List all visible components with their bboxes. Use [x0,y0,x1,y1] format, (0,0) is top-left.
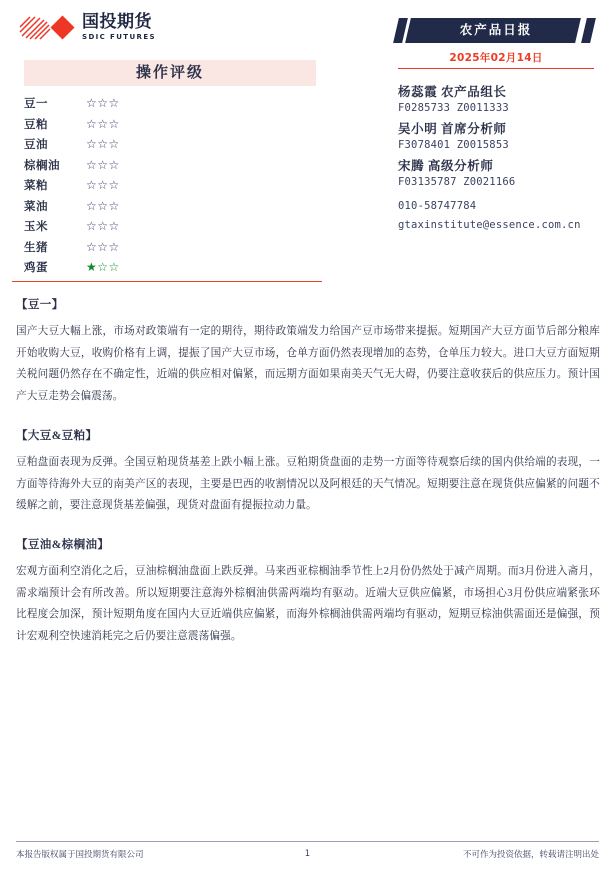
rating-stars: ☆☆☆ [86,116,120,131]
analyst-name: 杨蕊霞 农产品组长 [398,85,507,99]
section-title: 【豆一】 [16,299,64,311]
section-text: 国产大豆大幅上涨，市场对政策端有一定的期待，期待政策端发力给国产豆市场带来提振。短期国产大豆方面节后部分粮库开始收购大豆，收购价格有上调，提振了国产大豆市场，仓单方面仍然表现增加的态势，仓单压力较大。进口大豆方面短期关税问题仍然存在不确定性，近端的供应相对偏紧，而远期方面如果南美天气无大碍，仍要注意收获后的供应压力。预计国产大豆走势会偏震荡。 [16,326,600,403]
rating-commodity-name: 豆油 [24,139,48,152]
analyst-entry [398,156,594,188]
report-title-banner [398,18,594,43]
rating-stars: ☆☆☆ [86,137,120,152]
report-date-divider [398,68,594,69]
analyst-entry [398,119,594,151]
footer-page-number: 1 [304,849,311,859]
section-text: 豆粕盘面表现为反弹。全国豆粕现货基差上跌小幅上涨。豆粕期货盘面的走势一方面等待观察后续的国内供给端的表现，一方面等待海外大豆的南美产区的表现，主要是巴西的收割情况以及阿根廷的天气情况。短期要注意在现货供应偏紧的问题不缓解之前，要注意现货基差偏强，现货对盘面有提振拉动力量。 [16,456,600,512]
rating-row [24,175,316,196]
report-section [16,296,600,408]
report-header-block [398,18,594,238]
report-top-area [0,0,615,283]
analyst-list [398,82,594,188]
report-date: 2025年02月14日 [449,52,543,64]
rating-commodity-name: 豆一 [24,98,48,111]
rating-commodity-name: 菜油 [24,200,48,213]
rating-stars: ☆☆☆ [86,157,120,172]
brand-name-en: SDIC FUTURES [82,33,156,41]
analyst-certificate-code: F3078401 Z0015853 [398,139,509,151]
rating-stars: ☆☆☆ [86,219,120,234]
contact-phone: 010-58747784 [398,200,477,212]
rating-list [24,93,316,278]
rating-commodity-name: 鸡蛋 [24,262,48,275]
footer-disclaimer: 不可作为投资依据，转载请注明出处 [462,850,599,860]
report-body [16,296,600,667]
report-section [16,427,600,517]
section-title: 【大豆&豆粕】 [16,429,98,442]
rating-commodity-name: 豆粕 [24,118,48,131]
rating-panel [24,60,316,282]
brand-logo-text [82,14,156,42]
contact-email[interactable]: gtaxinstitute@essence.com.cn [398,219,581,231]
analyst-entry [398,82,594,114]
report-section [16,536,600,648]
rating-stars: ☆☆☆ [86,178,120,193]
analyst-certificate-code: F03135787 Z0021166 [398,176,516,188]
rating-divider [12,281,322,282]
rating-panel-title: 操作评级 [24,60,316,86]
rating-stars: ☆☆☆ [86,198,120,213]
page-footer [0,841,615,860]
rating-stars: ☆☆☆ [86,239,120,254]
analyst-certificate-code: F0285733 Z0011333 [398,102,509,114]
brand-logo [18,13,156,43]
rating-stars: ☆☆☆ [86,96,120,111]
rating-row [24,134,316,155]
sdic-diamond-logo-icon [18,13,76,43]
rating-commodity-name: 菜粕 [24,180,48,193]
rating-row [24,114,316,135]
rating-commodity-name: 玉米 [24,221,48,234]
analyst-name: 吴小明 首席分析师 [398,122,507,136]
rating-stars: ★☆☆ [86,260,120,275]
report-title: 农产品日报 [459,23,533,37]
rating-row [24,257,316,278]
rating-row [24,196,316,217]
contact-block [398,200,594,231]
footer-copyright: 本报告版权属于国投期货有限公司 [16,850,144,860]
brand-name-cn: 国投期货 [82,12,152,32]
rating-commodity-name: 棕榈油 [24,159,60,172]
analyst-name: 宋腾 高级分析师 [398,159,494,173]
rating-commodity-name: 生猪 [24,241,48,254]
rating-row [24,93,316,114]
section-title: 【豆油&棕榈油】 [16,538,110,551]
footer-divider [16,841,599,842]
rating-row [24,216,316,237]
rating-row [24,237,316,258]
rating-row [24,155,316,176]
section-text: 宏观方面利空消化之后，豆油棕榈油盘面上跌反弹。马来西亚棕榈油季节性上2月份仍然处于减产周期。而3月份进入斋月，需求端预计会有所改善。所以短期要注意海外棕榈油供需两端均有驱动。近端大豆供应偏紧，市场担心3月份供应端紧张环比程度会加深，预计短期角度在国内大豆近端供应偏紧，而海外棕榈油供需两端均有驱动，短期豆棕油供需面还是偏强，预计宏观利空快速消耗完之后仍要注意震荡偏强。 [16,565,600,643]
footer-row [16,848,599,860]
